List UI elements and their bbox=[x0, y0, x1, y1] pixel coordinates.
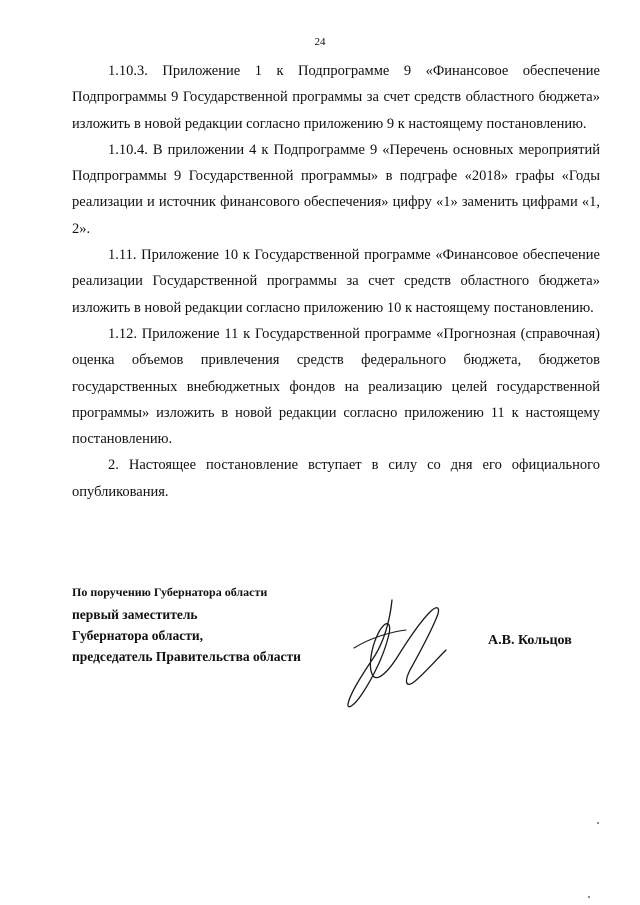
signature-block bbox=[72, 582, 372, 667]
paragraph-1-11: 1.11. Приложение 10 к Государственной программе «Финансовое обеспечение реализации Государственной программы за счет средств областного бюджета» изложить в новой редакции согласно приложению 10 к настоящему постановлению. bbox=[72, 247, 600, 316]
handwritten-signature bbox=[332, 598, 482, 710]
signer-name: А.В. Кольцов bbox=[488, 633, 572, 648]
signature-title-line-1: первый заместитель bbox=[72, 607, 198, 622]
signature-title-line-2: Губернатора области, bbox=[72, 628, 203, 643]
signature-title-line-3: председатель Правительства области bbox=[72, 649, 301, 664]
page-number: 24 bbox=[314, 36, 326, 48]
paragraph-1-10-4: 1.10.4. В приложении 4 к Подпрограмме 9 «Перечень основных мероприятий Подпрограммы 9 Государственной программы» в подграфе «2018» графы «Годы реализации и источник финансового обеспечения» цифру «1» заменить цифрами «1, 2». bbox=[72, 141, 600, 237]
signature-by-order: По поручению Губернатора области bbox=[72, 585, 268, 599]
paragraph-2: 2. Настоящее постановление вступает в силу со дня его официального опубликования. bbox=[72, 457, 600, 500]
paragraph-1-10-3: 1.10.3. Приложение 1 к Подпрограмме 9 «Финансовое обеспечение Подпрограммы 9 Государственной программы за счет средств областного бюджета» изложить в новой редакции согласно приложению 9 к настоящему постановлению. bbox=[72, 63, 600, 132]
scan-speck bbox=[588, 896, 590, 898]
scan-speck bbox=[597, 822, 599, 824]
paragraph-1-12: 1.12. Приложение 11 к Государственной программе «Прогнозная (справочная) оценка объемов привлечения средств федерального бюджета, бюджетов государственных внебюджетных фондов на реализацию целей государственной программы» изложить в новой редакции согласно приложению 11 к настоящему постановлению. bbox=[72, 325, 600, 448]
document-body bbox=[72, 58, 600, 505]
